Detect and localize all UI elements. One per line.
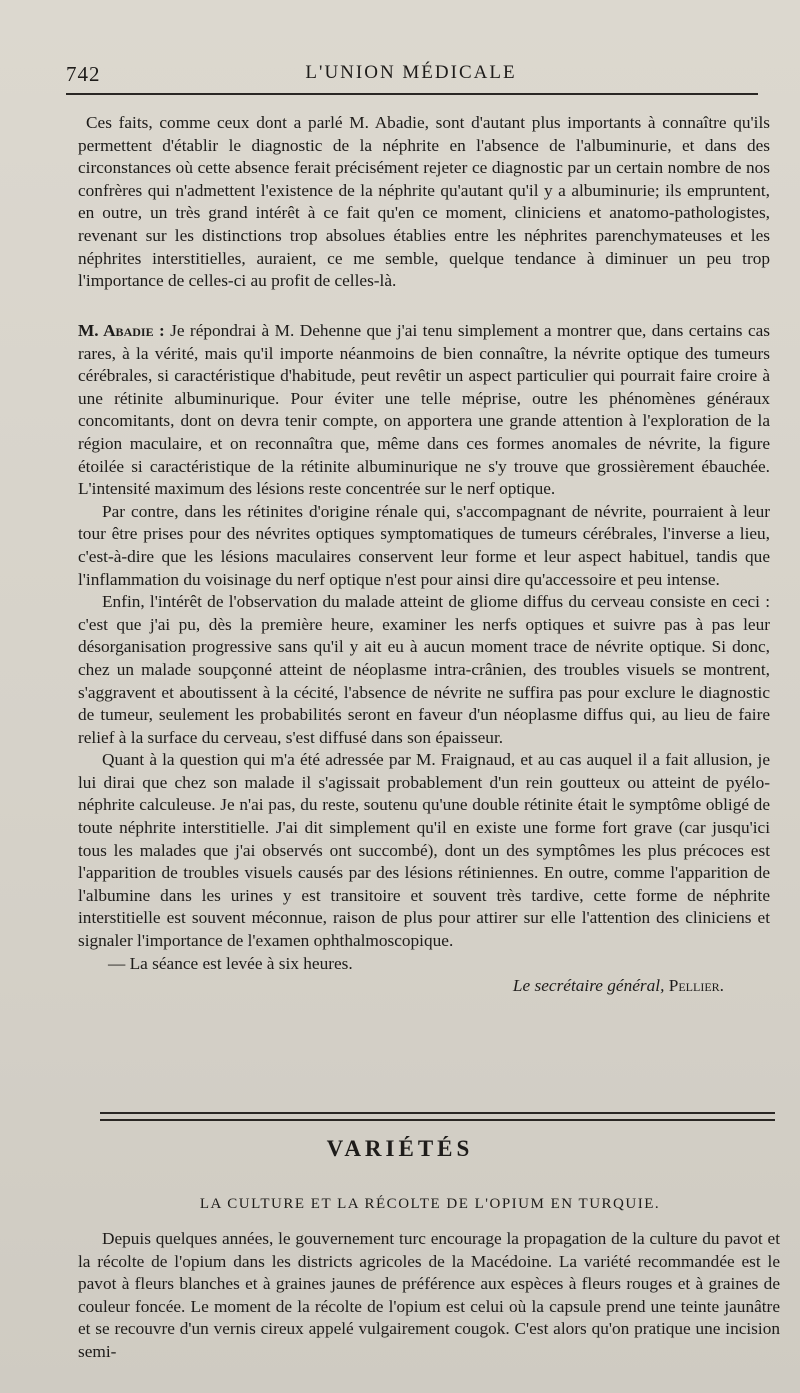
signature	[78, 975, 770, 998]
signature-name: Pellier.	[668, 976, 724, 996]
text-block-top	[78, 112, 770, 293]
section-divider	[100, 1112, 775, 1121]
closing-line: — La séance est levée à six heures.	[108, 953, 353, 973]
signature-title: Le secrétaire général,	[512, 976, 665, 996]
paragraph: Enfin, l'intérêt de l'observation du malade atteint de gliome diffus du cerveau consiste en ceci : c'est que j'ai pu, dès la première heure, examiner les nerfs optiques et suivre pas à pas leur désorganisation progressive sans qu'il y ait eu à aucun moment trace de névrite optique. Si donc, chez un malade soupçonné atteint de néoplasme intra-crânien, des troubles visuels se montrent, s'aggravent et aboutissent à la cécité, l'absence de névrite ne suffira pas pour exclure le diagnostic de tumeur, seulement les probabilités seront en faveur d'un néoplasme diffus qui, au lieu de faire relief à la surface du cerveau, s'est diffusé dans son épaisseur.	[78, 592, 770, 747]
paragraph-text: Je répondrai à M. Dehenne que j'ai tenu simplement a montrer que, dans certains cas rares, à la vérité, mais qu'il importe néanmoins de bien connaître, la névrite optique des tumeurs cérébrales, si caractéristique d'habitude, peut revêtir un aspect particulier qui pourrait faire croire à une rétinite albuminurique. Pour éviter une telle méprise, outre les phénomènes généraux concomitants, dont on devra tenir compte, on apportera une grande attention à l'exploration de la région maculaire, et on reconnaîtra que, même dans ces formes anomales de névrite, la figure étoilée si caractéristique de la rétinite albuminurique ne s'y trouve que grossièrement ébauchée. L'intensité maximum des lésions reste concentrée sur le nerf optique.	[78, 321, 771, 499]
article-subtitle: LA CULTURE ET LA RÉCOLTE DE L'OPIUM EN TURQUIE.	[199, 1196, 661, 1212]
paragraph: Depuis quelques années, le gouvernement turc encourage la propagation de la culture du pavot et la récolte de l'opium dans les districts agricoles de la Macédoine. La variété recommandée est le pavot à fleurs blanches et à graines jaunes de préférence aux espèces à fleurs rouges et à graines de couleur foncée. Le moment de la récolte de l'opium est celui où la capsule prend une teinte jaunâtre et se recouvre d'un vernis cireux appelé vulgairement cougok. C'est alors qu'on pratique une incision semi-	[78, 1229, 780, 1361]
paragraph: Ces faits, comme ceux dont a parlé M. Abadie, sont d'autant plus importants à connaître qu'ils permettent d'établir le diagnostic de la néphrite en l'absence de l'albuminurie, et dans des circonstances où cette absence ferait précisément rejeter ce diagnostic par un certain nombre de nos confrères qui n'admettent l'existence de la néphrite qu'autant qu'il y a albuminurie; ils empruntent, en outre, un très grand intérêt à ce fait qu'en ce moment, cliniciens et anatomo-pathologistes, revenant sur les distinctions trop absolues établies entre les néphrites parenchymateuses et les néphrites interstitielles, auraient, ce me semble, quelque tendance à diminuer un peu trop l'importance de celles-ci au profit de celles-là.	[78, 113, 770, 291]
paragraph: Par contre, dans les rétinites d'origine rénale qui, s'accompagnant de névrite, pourraient à leur tour être prises pour des névrites optiques symptomatiques de tumeurs cérébrales, l'inverse a lieu, c'est-à-dire que les lésions maculaires conservent leur forme et leur aspect habituel, tandis que l'inflammation du voisinage du nerf optique n'est pour ainsi dire qu'accessoire et peu intense.	[78, 501, 770, 589]
text-block-main	[78, 320, 770, 998]
speaker-name: M. Abadie :	[78, 321, 165, 340]
header-rule	[66, 93, 758, 95]
section-title: VARIÉTÉS	[326, 1136, 474, 1161]
paragraph: Quant à la question qui m'a été adressée par M. Fraignaud, et au cas auquel il a fait allusion, je lui dirai que chez son malade il s'agissait probablement d'un rein goutteux ou atteint de pyélo-néphrite calculeuse. Je n'ai pas, du reste, soutenu qu'une double rétinite était le symptôme obligé de toute néphrite interstitielle. J'ai dit simplement qu'il en existe une forme fort grave (car jusqu'ici tous les malades que j'ai observés ont succombé), dont un des symptômes les plus précoces est l'apparition de troubles visuels causés par des lésions rétiniennes. En outre, comme l'apparition de l'albumine dans les urines y est transitoire et souvent très tardive, cette forme de néphrite interstitielle est souvent méconnue, raison de plus pour attirer sur elle l'attention des cliniciens et signaler l'importance de l'examen ophthalmoscopique.	[78, 750, 770, 951]
paragraph-abadie	[78, 320, 770, 501]
page-number: 742	[66, 62, 101, 86]
running-title: L'UNION MÉDICALE	[305, 62, 517, 83]
text-block-article	[78, 1228, 780, 1364]
page-header	[62, 58, 760, 88]
